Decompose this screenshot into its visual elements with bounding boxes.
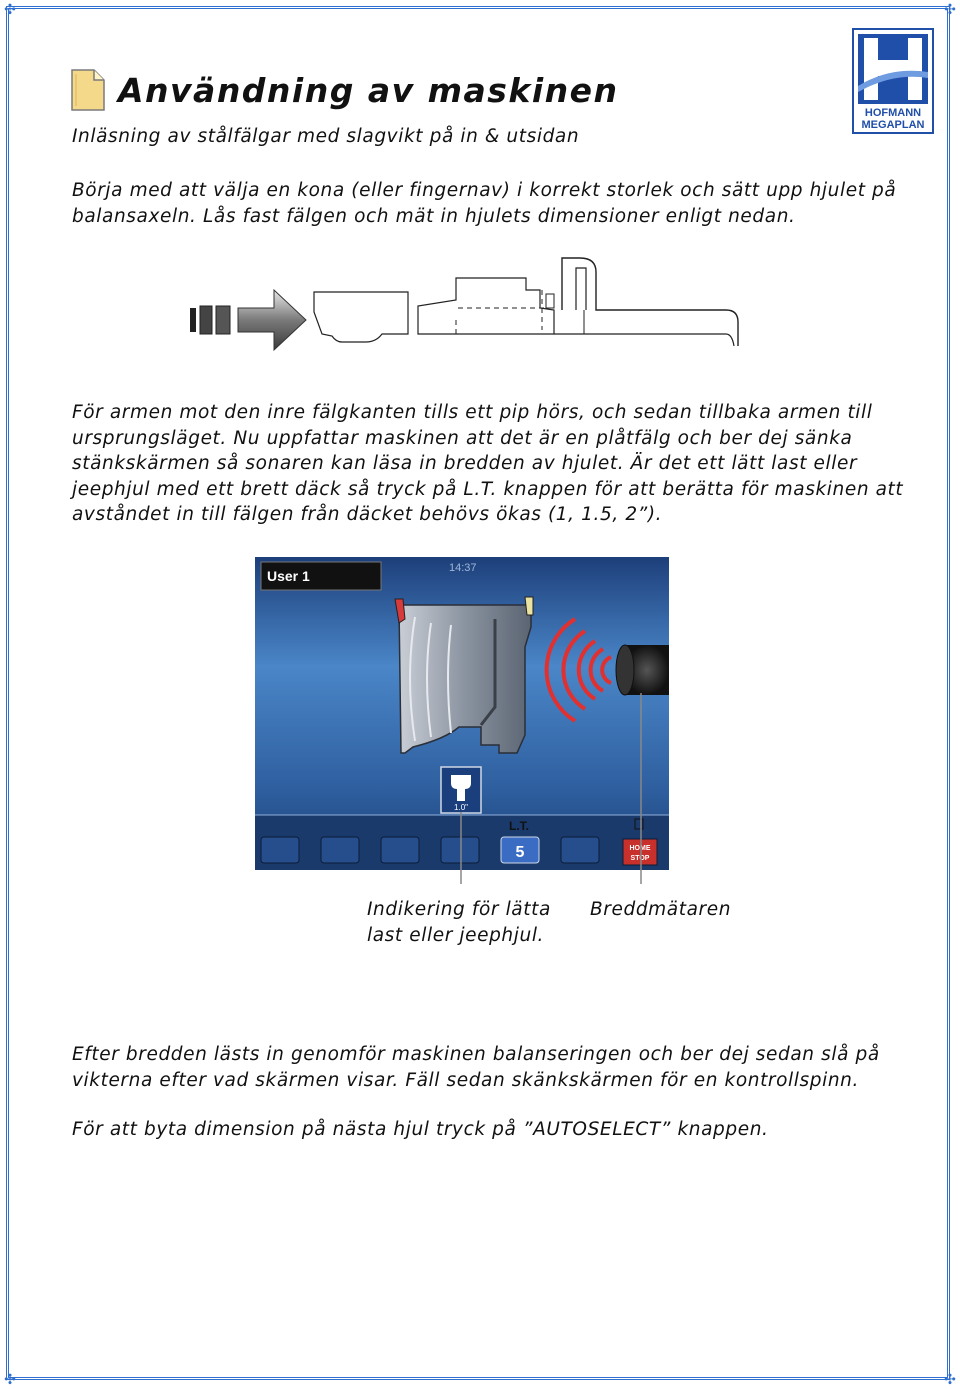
corner-mark: ✣ (944, 2, 956, 18)
center-button-label: 5 (515, 844, 525, 861)
clock-readout: 14:37 (449, 562, 477, 574)
user-label: User 1 (267, 568, 310, 584)
corner-mark: ✣ (4, 1372, 16, 1388)
logo-text-line-2: MEGAPLAN (861, 119, 925, 131)
logo-text-line-1: HOFMANN (864, 107, 922, 119)
corner-mark: ✣ (4, 2, 16, 18)
home-stop-label-2: STOP (630, 855, 650, 862)
light-truck-value: 1.0" (454, 803, 468, 812)
callout-light-truck-indicator: Indikering för lätta last eller jeephjul. (367, 899, 551, 946)
page-title: Användning av maskinen (118, 70, 619, 110)
instruction-paragraph: För armen mot den inre fälgkanten tills ett pip hörs, och sedan tillbaka armen till ursprungsläget. Nu uppfattar maskinen att det är en plåtfälg och ber dej sänka stänkskärmen så sonaren kan läsa in bredden av hjulet. Är det ett lätt last eller jeephjul med ett brett däck så tryck på L.T. knappen för att berätta för maskinen att avståndet in till fälgen från däcket behövs ökas (1, 1.5, 2”). (72, 402, 904, 525)
balancing-paragraph: Efter bredden lästs in genomför maskinen balanseringen och ber dej sedan slå på vikterna efter vad skärmen visar. Fäll sedan skänkskärmen för en kontrollspinn. (72, 1044, 880, 1091)
corner-mark: ✣ (944, 1372, 956, 1388)
lt-button-label: L.T. (509, 819, 529, 833)
callout-width-gauge: Breddmätaren (590, 899, 732, 920)
autoselect-paragraph: För att byta dimension på nästa hjul tryck på ”AUTOSELECT” knappen. (72, 1119, 769, 1140)
page-subtitle: Inläsning av stålfälgar med slagvikt på in & utsidan (72, 126, 580, 147)
intro-paragraph: Börja med att välja en kona (eller fingernav) i korrekt storlek och sätt upp hjulet på balansaxeln. Lås fast fälgen och mät in hjulets dimensioner enligt nedan. (72, 180, 897, 227)
home-stop-label-1: HOME (629, 845, 651, 852)
